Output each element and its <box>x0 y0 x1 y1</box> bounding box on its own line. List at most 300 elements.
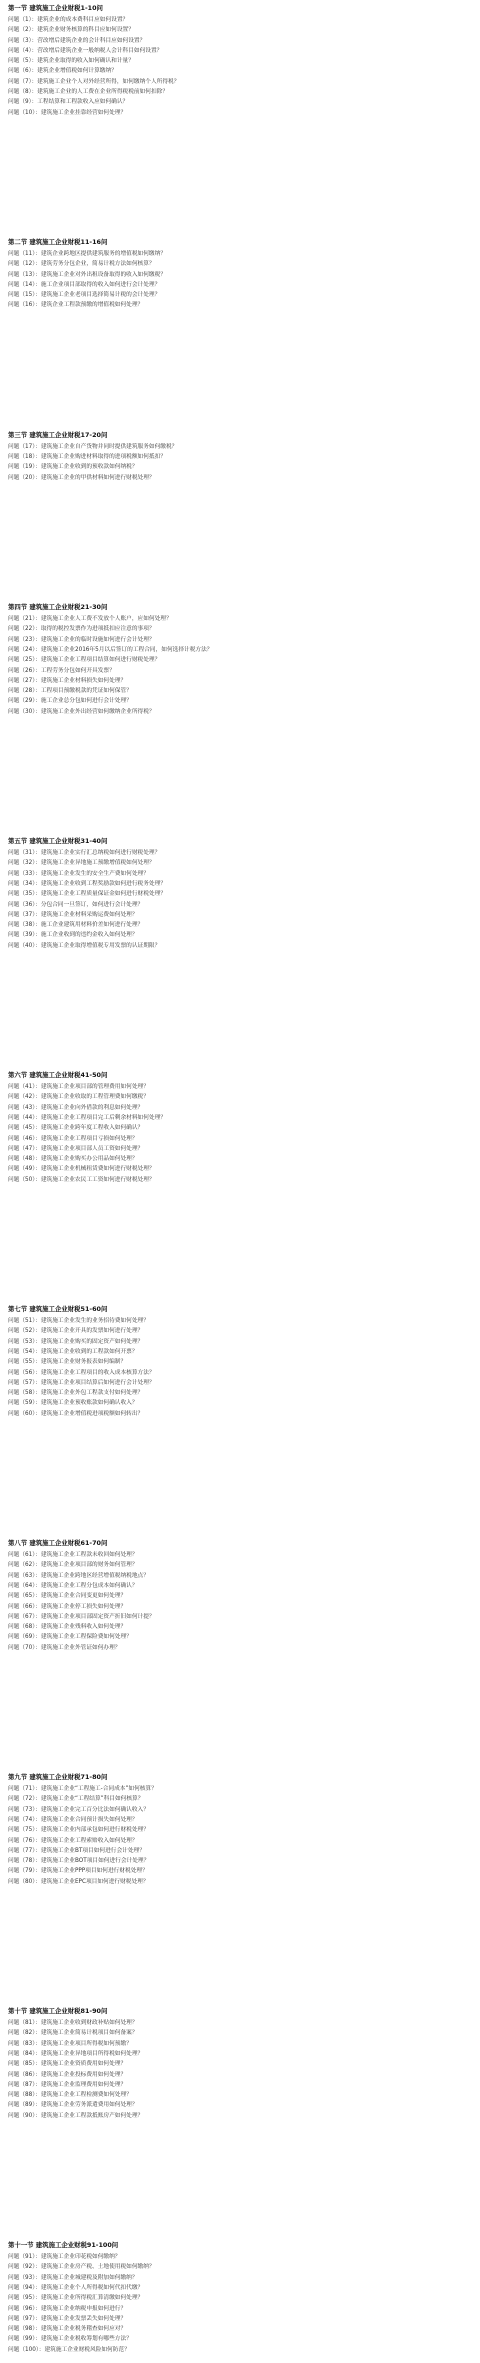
question-text: 建筑施工企业向外借款的利息如何处理？ <box>40 1104 144 1111</box>
question-item <box>8 910 472 920</box>
question-text: 建筑施工企业所得税汇算清缴如何处理？ <box>40 2295 144 2302</box>
question-label: 问题（10）： <box>8 109 41 116</box>
question-text: 建筑企业的成本费科目应如何设置？ <box>37 17 129 23</box>
question-item <box>8 614 472 624</box>
question-text: 建筑企业增值税如何计算缴纳？ <box>37 68 117 75</box>
question-text: 营改增后建筑企业一般纳税人会计科目如何设置？ <box>37 47 163 54</box>
question-label: 问题（3）： <box>8 37 38 44</box>
question-item <box>8 462 472 472</box>
question-item <box>8 270 472 280</box>
question-text: 建筑施工企业异地项目所得税如何处理？ <box>40 2050 144 2057</box>
section <box>0 1773 480 1887</box>
question-item <box>8 1571 472 1581</box>
question-text: 建筑施工企业购买办公用品如何处理？ <box>40 1156 138 1163</box>
question-item <box>8 442 472 452</box>
question-label: 问题（38）： <box>8 922 41 929</box>
question-item <box>8 2059 472 2069</box>
question-label: 问题（75）： <box>8 1827 41 1834</box>
question-text: 建筑施工企业机械租赁费如何进行财税处理？ <box>40 1166 155 1173</box>
question-label: 问题（64）： <box>8 1582 41 1589</box>
question-item <box>8 869 472 879</box>
question-text: 建筑施工企业老项目选择简易计税的会计处理？ <box>40 292 161 299</box>
question-text: 建筑施工企业简易计税项目如何备案？ <box>40 2030 138 2037</box>
question-label: 问题（36）： <box>8 901 41 908</box>
question-text: 建筑施工企业资质费用如何处理？ <box>40 2061 127 2068</box>
question-label: 问题（92）： <box>8 2264 41 2271</box>
question-text: 建筑施工企业增值税进项税额如何转出？ <box>40 1410 144 1417</box>
question-item <box>8 2080 472 2090</box>
question-text: 建筑施工企业项目部固定资产折旧如何计提？ <box>40 1613 155 1620</box>
question-label: 问题（27）： <box>8 677 41 684</box>
question-item <box>8 280 472 290</box>
question-text: 建筑施工企业财税风险如何防范？ <box>44 2346 130 2353</box>
question-label: 问题（57）： <box>8 1379 41 1386</box>
section-title: 第五节 建筑施工企业财税31-40问 <box>8 837 108 846</box>
section <box>0 1305 480 1419</box>
question-text: 建筑施工企业外管证如何办理？ <box>40 1644 121 1651</box>
question-text: 建筑施工企业发票丢失如何处理？ <box>40 2315 127 2322</box>
question-label: 问题（44）： <box>8 1114 41 1121</box>
question-item <box>8 2090 472 2100</box>
question-label: 问题（78）： <box>8 1858 41 1865</box>
question-label: 问题（45）： <box>8 1125 41 1132</box>
question-label: 问题（50）： <box>8 1176 41 1183</box>
question-item <box>8 249 472 259</box>
question-item <box>8 1794 472 1804</box>
question-item <box>8 1347 472 1357</box>
question-text: 建筑施工企业的甲供材料如何进行财税处理？ <box>40 474 155 481</box>
question-label: 问题（51）： <box>8 1318 41 1325</box>
question-label: 问题（32）： <box>8 860 41 867</box>
question-text: 建筑施工企业收到的预收款如何纳税？ <box>40 464 138 471</box>
section-gap <box>0 1887 480 2007</box>
question-label: 问题（94）： <box>8 2284 41 2291</box>
question-item <box>8 645 472 655</box>
question-label: 问题（9）： <box>8 99 38 106</box>
question-text: 建筑施工企业投标费用如何处理？ <box>40 2071 127 2078</box>
question-label: 问题（87）： <box>8 2081 41 2088</box>
section-gap <box>0 717 480 837</box>
question-text: 建筑施工企业内部承包如何进行财税处理？ <box>40 1827 149 1834</box>
question-label: 问题（72）： <box>8 1796 41 1803</box>
question-item <box>8 108 472 118</box>
question-item <box>8 56 472 66</box>
question-text: 建筑施工企业“工程结算”科目如何核算？ <box>40 1796 144 1803</box>
question-item <box>8 1164 472 1174</box>
section-gap <box>0 1653 480 1773</box>
question-label: 问题（83）： <box>8 2040 41 2047</box>
question-text: 建筑施工企业“工程施工-合同成本”如何核算？ <box>40 1786 157 1793</box>
question-label: 问题（62）： <box>8 1562 41 1569</box>
question-text: 建筑施工企业实行汇总纳税如何进行财税处理？ <box>40 850 161 857</box>
question-item <box>8 1581 472 1591</box>
question-item <box>8 1866 472 1876</box>
question-text: 取得的税控发票作为进项抵扣应注意的事项？ <box>40 626 155 633</box>
section-title: 第三节 建筑施工企业财税17-20问 <box>8 430 108 439</box>
question-text: 建筑施工企业跨年度工程收入如何确认？ <box>40 1125 144 1132</box>
question-label: 问题（13）： <box>8 271 41 278</box>
question-text: 建筑施工企业合同预计损失如何处理？ <box>40 1816 138 1823</box>
question-item <box>8 2028 472 2038</box>
question-label: 问题（43）： <box>8 1104 41 1111</box>
question-item <box>8 1643 472 1653</box>
question-label: 问题（23）： <box>8 636 41 643</box>
question-label: 问题（42）： <box>8 1094 41 1101</box>
question-label: 问题（5）： <box>8 58 38 65</box>
question-item <box>8 1784 472 1794</box>
section-title: 第二节 建筑施工企业财税11-16问 <box>8 238 108 246</box>
question-text: 建筑施工企业项目部的管理费用如何处理？ <box>40 1084 149 1091</box>
section-gap <box>0 1185 480 1305</box>
question-label: 问题（59）： <box>8 1400 41 1407</box>
question-item <box>8 1591 472 1601</box>
question-text: 工程项目预缴税款的凭证如何保管？ <box>40 688 132 695</box>
question-text: 建筑施工企业材料损失如何处理？ <box>40 677 127 684</box>
section-title: 第七节 建筑施工企业财税51-60问 <box>8 1305 108 1314</box>
question-item <box>8 941 472 951</box>
question-text: 建筑施工企业劳务派遣费用如何处理？ <box>40 2102 138 2109</box>
question-text: 建筑施工企业停工损失如何处理？ <box>40 1603 127 1610</box>
question-item <box>8 2324 472 2334</box>
question-label: 问题（96）： <box>8 2305 41 2312</box>
question-text: 建筑施工企业工程分包成本如何确认？ <box>40 1582 138 1589</box>
question-label: 问题（54）： <box>8 1348 41 1355</box>
question-item <box>8 2273 472 2283</box>
question-label: 问题（97）： <box>8 2315 41 2322</box>
question-label: 问题（25）： <box>8 657 41 664</box>
question-item <box>8 1825 472 1835</box>
question-text: 施工企业总分包如何进行会计处理？ <box>40 698 132 705</box>
question-text: 建筑施工企业外包工程款支付如何处理？ <box>40 1390 144 1397</box>
question-item <box>8 1326 472 1336</box>
question-label: 问题（58）： <box>8 1390 41 1397</box>
question-label: 问题（19）： <box>8 464 41 471</box>
question-text: 建筑施工企业工程检测费如何处理？ <box>40 2092 132 2099</box>
question-item <box>8 1103 472 1113</box>
question-label: 问题（63）： <box>8 1572 41 1579</box>
question-text: 建筑施工企业收到财政补贴如何处理？ <box>40 2020 138 2027</box>
question-label: 问题（89）： <box>8 2102 41 2109</box>
question-text: 建筑施工企业工程质量保证金如何进行财税处理？ <box>40 891 166 898</box>
question-item <box>8 2252 472 2262</box>
question-text: 施工企业项目部取得的收入如何进行会计处理？ <box>40 281 161 288</box>
question-text: 建筑施工企业项目部的财务如何管理？ <box>40 1562 138 1569</box>
question-label: 问题（33）： <box>8 870 41 877</box>
question-label: 问题（98）： <box>8 2326 41 2333</box>
question-text: 建筑施工企业对外出租设备取得的收入如何缴税？ <box>40 271 166 278</box>
question-text: 建筑企业跨地区提供建筑服务的增值税如何缴纳？ <box>40 251 166 257</box>
question-label: 问题（66）： <box>8 1603 41 1610</box>
question-text: 建筑施工企业工程保险费如何处理？ <box>40 1634 132 1641</box>
question-text: 建筑施工企业财务报表如何编制？ <box>40 1359 127 1366</box>
question-label: 问题（67）： <box>8 1613 41 1620</box>
section <box>0 603 480 717</box>
question-text: 建筑施工企业购买的固定资产如何处理？ <box>40 1338 144 1345</box>
question-label: 问题（26）： <box>8 667 41 674</box>
question-label: 问题（79）： <box>8 1868 41 1875</box>
question-label: 问题（73）： <box>8 1806 41 1813</box>
question-text: 建筑施工企业工程项目的收入成本核算方法？ <box>40 1369 155 1376</box>
question-item <box>8 655 472 665</box>
question-item <box>8 1846 472 1856</box>
question-label: 问题（85）： <box>8 2061 41 2068</box>
question-label: 问题（48）： <box>8 1156 41 1163</box>
question-text: 建筑施工企业BOT项目如何进行会计处理？ <box>40 1858 150 1865</box>
question-item <box>8 259 472 269</box>
question-label: 问题（47）： <box>8 1145 41 1152</box>
question-text: 营改增后建筑企业的会计科目应如何设置？ <box>37 37 146 44</box>
section-title: 第一节 建筑施工企业财税1-10问 <box>8 4 103 12</box>
question-text: 建筑劳务分包企业，简易计税方法如何核算？ <box>40 261 155 268</box>
question-item <box>8 46 472 56</box>
question-label: 问题（93）： <box>8 2274 41 2281</box>
question-text: 建筑施工企业工程索赔收入如何处理？ <box>40 1837 138 1844</box>
question-label: 问题（40）： <box>8 942 41 949</box>
question-item <box>8 1602 472 1612</box>
question-label: 问题（37）： <box>8 911 41 918</box>
section <box>0 837 480 951</box>
question-text: 工程劳务分包如何开具发票？ <box>40 667 115 674</box>
question-text: 建筑施工企业城建税及附加如何缴纳？ <box>40 2274 138 2281</box>
section-title: 第十一节 建筑施工企业财税91-100问 <box>8 2241 119 2250</box>
question-text: 建筑施工企业PPP项目如何进行财税处理？ <box>40 1868 148 1875</box>
question-label: 问题（16）： <box>8 302 41 309</box>
question-text: 建筑施工企业BT项目如何进行会计处理？ <box>40 1847 145 1854</box>
section <box>0 2007 480 2121</box>
question-label: 问题（7）： <box>8 78 38 85</box>
question-item <box>8 97 472 107</box>
question-item <box>8 452 472 462</box>
question-text: 工程结算和工程款收入应如何确认？ <box>37 99 129 106</box>
question-item <box>8 1368 472 1378</box>
question-item <box>8 1378 472 1388</box>
question-text: 建筑施工企业发生的业务招待费如何处理？ <box>40 1318 149 1325</box>
question-item <box>8 2283 472 2293</box>
question-item <box>8 1337 472 1347</box>
question-text: 建筑施工企业税务稽查如何应对？ <box>40 2326 127 2333</box>
question-item <box>8 1836 472 1846</box>
question-label: 问题（30）： <box>8 708 41 715</box>
question-item <box>8 2039 472 2049</box>
section-title: 第六节 建筑施工企业财税41-50问 <box>8 1071 108 1080</box>
question-label: 问题（49）： <box>8 1166 41 1173</box>
question-item <box>8 2314 472 2324</box>
question-item <box>8 2070 472 2080</box>
question-label: 问题（90）： <box>8 2112 41 2119</box>
question-label: 问题（41）： <box>8 1084 41 1091</box>
question-text: 建筑施工企业工程款未收回如何处理？ <box>40 1552 138 1559</box>
question-item <box>8 1082 472 1092</box>
section-gap <box>0 2121 480 2241</box>
question-label: 问题（12）： <box>8 261 41 268</box>
question-item <box>8 930 472 940</box>
question-text: 建筑施工企业收取的工程管理费如何缴税？ <box>40 1094 149 1101</box>
question-item <box>8 900 472 910</box>
question-text: 分包合同一旦签订，如何进行会计处理？ <box>40 901 144 908</box>
question-label: 问题（39）： <box>8 932 41 939</box>
question-label: 问题（4）： <box>8 47 38 54</box>
question-item <box>8 290 472 300</box>
question-item <box>8 1632 472 1642</box>
question-text: 建筑施工企业工程款抵账房产如何处理？ <box>40 2112 144 2119</box>
question-text: 建筑施工企业工程项目结算如何进行财税处理？ <box>40 657 161 664</box>
question-item <box>8 858 472 868</box>
question-text: 建筑施工企业房产税、土地使用税如何缴纳？ <box>40 2264 155 2271</box>
question-item <box>8 676 472 686</box>
question-label: 问题（100）： <box>8 2346 45 2353</box>
question-text: 建筑施工企业取得增值税专用发票的认证期限？ <box>40 942 161 949</box>
question-item <box>8 1805 472 1815</box>
question-item <box>8 2018 472 2028</box>
question-item <box>8 1877 472 1887</box>
section <box>0 431 480 483</box>
question-label: 问题（95）： <box>8 2295 41 2302</box>
question-label: 问题（60）： <box>8 1410 41 1417</box>
question-item <box>8 848 472 858</box>
question-text: 建筑施工企业合同变更如何处理？ <box>40 1593 127 1600</box>
question-label: 问题（88）： <box>8 2092 41 2099</box>
question-item <box>8 707 472 717</box>
question-item <box>8 2345 472 2355</box>
question-item <box>8 1560 472 1570</box>
question-text: 施工企业收到的违约金收入如何处理？ <box>40 932 138 939</box>
question-text: 建筑施工企业项目部人员工资如何处理？ <box>40 1145 144 1152</box>
question-label: 问题（20）： <box>8 474 41 481</box>
question-label: 问题（6）： <box>8 68 38 75</box>
question-text: 建筑施工企业个人所得税如何代扣代缴？ <box>40 2284 144 2291</box>
question-label: 问题（84）： <box>8 2050 41 2057</box>
question-item <box>8 1550 472 1560</box>
question-label: 问题（61）： <box>8 1552 41 1559</box>
question-label: 问题（86）： <box>8 2071 41 2078</box>
question-text: 建筑施工企业预收账款如何确认收入？ <box>40 1400 138 1407</box>
question-item <box>8 15 472 25</box>
question-label: 问题（76）： <box>8 1837 41 1844</box>
question-label: 问题（99）： <box>8 2336 41 2343</box>
question-label: 问题（2）： <box>8 27 38 34</box>
question-label: 问题（8）： <box>8 89 38 96</box>
question-item <box>8 1134 472 1144</box>
question-label: 问题（77）： <box>8 1847 41 1854</box>
question-text: 建筑施工企业监理费用如何处理？ <box>40 2081 127 2088</box>
question-item <box>8 1113 472 1123</box>
question-label: 问题（80）： <box>8 1878 41 1885</box>
question-label: 问题（21）： <box>8 616 41 623</box>
question-item <box>8 1409 472 1419</box>
question-label: 问题（28）： <box>8 688 41 695</box>
section-gap <box>0 311 480 431</box>
question-item <box>8 696 472 706</box>
question-text: 建筑施工企业材料采购运费如何处理？ <box>40 911 138 918</box>
question-label: 问题（68）： <box>8 1624 41 1631</box>
question-text: 建筑施工企业外出经营如何缴纳企业所得税？ <box>40 708 155 715</box>
question-text: 建筑施工企业购进材料取得的进项税额如何抵扣？ <box>40 454 166 461</box>
section-gap <box>0 1419 480 1539</box>
question-item <box>8 1175 472 1185</box>
question-text: 建筑施工企业的临时设施如何进行会计处理？ <box>40 636 155 643</box>
question-item <box>8 1316 472 1326</box>
question-item <box>8 686 472 696</box>
question-text: 建筑施工企业残料收入如何处理？ <box>40 1624 127 1631</box>
question-label: 问题（11）： <box>8 251 41 257</box>
question-item <box>8 77 472 87</box>
question-item <box>8 879 472 889</box>
question-text: 建筑施工企业工程项目完工后剩余材料如何处理？ <box>40 1114 166 1121</box>
question-item <box>8 624 472 634</box>
section-gap <box>0 951 480 1071</box>
question-item <box>8 300 472 310</box>
question-label: 问题（24）： <box>8 646 41 653</box>
question-item <box>8 2262 472 2272</box>
section <box>0 1071 480 1185</box>
question-text: 施工企业建筑用材料价差如何进行处理？ <box>40 922 144 929</box>
question-item <box>8 2049 472 2059</box>
question-label: 问题（1）： <box>8 17 38 23</box>
question-label: 问题（56）： <box>8 1369 41 1376</box>
question-text: 建筑施工企业EPC项目如何进行财税处理？ <box>40 1878 149 1885</box>
section <box>0 238 480 311</box>
section <box>0 2241 480 2355</box>
question-label: 问题（52）： <box>8 1328 41 1335</box>
question-text: 建筑施工企业挂靠经营如何处理？ <box>40 109 127 116</box>
question-text: 建筑施工企业开具的发票如何进行处理？ <box>40 1328 144 1335</box>
question-item <box>8 1622 472 1632</box>
question-item <box>8 25 472 35</box>
question-label: 问题（74）： <box>8 1816 41 1823</box>
question-text: 建筑施工企业个人对外经营所得，如何缴纳个人所得税？ <box>37 78 180 85</box>
question-text: 建筑施工企业人工费不发放个人账户，应如何处理？ <box>40 616 172 623</box>
section-title: 第四节 建筑施工企业财税21-30问 <box>8 603 108 612</box>
question-item <box>8 1612 472 1622</box>
section-title: 第十节 建筑施工企业财税81-90问 <box>8 2007 108 2016</box>
question-item <box>8 66 472 76</box>
question-text: 建筑企业财务核算的科目应如何设置？ <box>37 27 134 34</box>
question-label: 问题（34）： <box>8 880 41 887</box>
question-label: 问题（65）： <box>8 1593 41 1600</box>
question-text: 建筑企业工程款预缴的增值税如何处理？ <box>40 302 144 309</box>
question-text: 建筑施工企业自产货物并同时提供建筑服务如何缴税？ <box>40 443 178 450</box>
question-label: 问题（17）： <box>8 443 41 450</box>
question-item <box>8 1144 472 1154</box>
question-item <box>8 1815 472 1825</box>
section <box>0 4 480 118</box>
question-item <box>8 473 472 483</box>
question-item <box>8 1856 472 1866</box>
question-text: 建筑施工企业收到工程奖励款如何进行税务处理？ <box>40 880 166 887</box>
question-label: 问题（14）： <box>8 281 41 288</box>
question-text: 建筑施工企业项目结算后如何进行会计处理？ <box>40 1379 155 1386</box>
question-item <box>8 889 472 899</box>
question-text: 建筑施工企业收到的工程款如何开票？ <box>40 1348 138 1355</box>
question-item <box>8 1357 472 1367</box>
question-label: 问题（15）： <box>8 292 41 299</box>
question-item <box>8 2334 472 2344</box>
question-item <box>8 1092 472 1102</box>
question-item <box>8 635 472 645</box>
question-label: 问题（31）： <box>8 850 41 857</box>
section-title: 第八节 建筑施工企业财税61-70问 <box>8 1539 108 1548</box>
question-text: 建筑施工企业印花税如何缴纳？ <box>40 2254 121 2261</box>
question-label: 问题（53）： <box>8 1338 41 1345</box>
question-item <box>8 1388 472 1398</box>
question-label: 问题（69）： <box>8 1634 41 1641</box>
question-item <box>8 920 472 930</box>
question-item <box>8 87 472 97</box>
question-item <box>8 2304 472 2314</box>
section <box>0 1539 480 1653</box>
question-label: 问题（70）： <box>8 1644 41 1651</box>
question-text: 建筑施工企业工程项目亏损如何处理？ <box>40 1135 138 1142</box>
